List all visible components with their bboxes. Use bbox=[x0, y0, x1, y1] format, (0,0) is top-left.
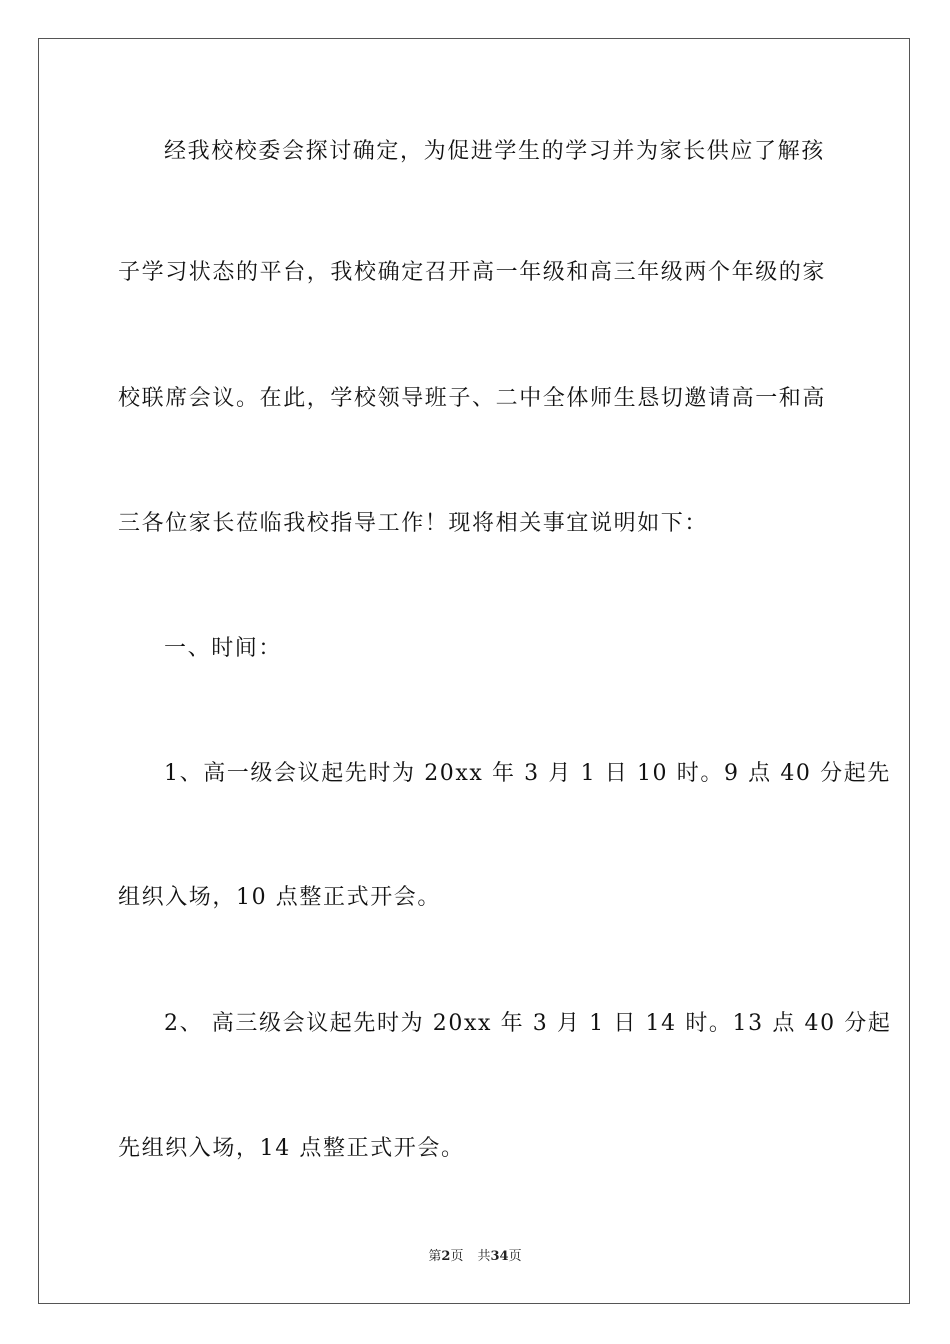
paragraph-line: 校联席会议。在此，学校领导班子、二中全体师生恳切邀请高一和高 bbox=[118, 386, 827, 411]
page-prefix: 第 bbox=[428, 1249, 442, 1264]
total-suffix: 页 bbox=[508, 1249, 522, 1264]
paragraph-line: 1、高一级会议起先时为 20xx 年 3 月 1 日 10 时。9 点 40 分起先 bbox=[164, 761, 891, 786]
paragraph-line: 三各位家长莅临我校指导工作！现将相关事宜说明如下： bbox=[118, 511, 709, 536]
page-total: 34 bbox=[490, 1249, 509, 1264]
paragraph-line: 经我校校委会探讨确定，为促进学生的学习并为家长供应了解孩 bbox=[164, 139, 825, 164]
paragraph-line: 2、 高三级会议起先时为 20xx 年 3 月 1 日 14 时。13 点 40 分起 bbox=[164, 1011, 892, 1036]
page-footer bbox=[0, 1248, 950, 1266]
page-suffix: 页 bbox=[450, 1249, 464, 1264]
page-current: 2 bbox=[441, 1249, 451, 1264]
page-border bbox=[38, 38, 910, 1304]
section-heading: 一、时间： bbox=[164, 636, 283, 661]
paragraph-line: 子学习状态的平台，我校确定召开高一年级和高三年级两个年级的家 bbox=[118, 260, 827, 285]
total-prefix: 共 bbox=[477, 1249, 491, 1264]
paragraph-line: 组织入场，10 点整正式开会。 bbox=[118, 885, 441, 910]
paragraph-line: 先组织入场，14 点整正式开会。 bbox=[118, 1136, 465, 1161]
